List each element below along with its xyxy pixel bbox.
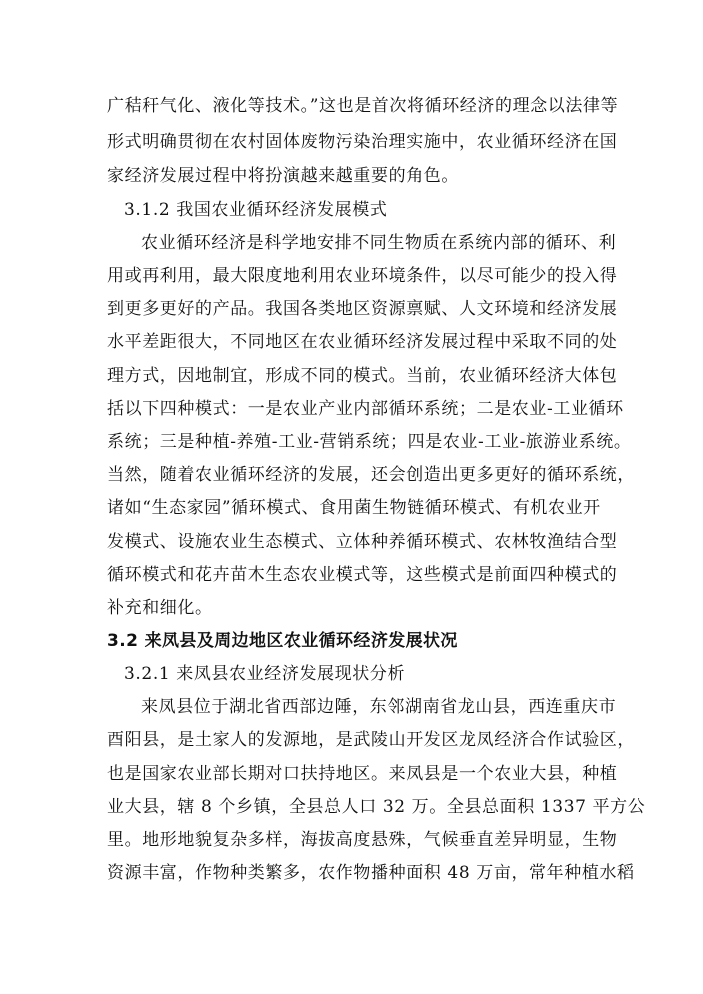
body-line: 当然，随着农业循环经济的发展，还会创造出更多更好的循环系统，: [107, 465, 635, 485]
body-line: 到更多更好的产品。我国各类地区资源禀赋、人文环境和经济发展: [107, 299, 618, 319]
body-line: 水平差距很大，不同地区在农业循环经济发展过程中采取不同的处: [107, 332, 618, 352]
body-line: 资源丰富，作物种类繁多，农作物播种面积 48 万亩，常年种植水稻: [107, 863, 635, 883]
body-line: 补充和细化。: [107, 598, 213, 618]
body-line: 用或再利用，最大限度地利用农业环境条件，以尽可能少的投入得: [107, 266, 618, 286]
body-line: 里。地形地貌复杂多样，海拔高度悬殊，气候垂直差异明显，生物: [107, 830, 618, 850]
body-line: 广秸秆气化、液化等技术。”这也是首次将循环经济的理念以法律等: [107, 96, 619, 116]
body-line: 诸如“生态家园”循环模式、食用菌生物链循环模式、有机农业开: [107, 498, 601, 518]
body-line: 发模式、设施农业生态模式、立体种养循环模式、农林牧渔结合型: [107, 532, 618, 552]
body-line: 酉阳县，是土家人的发源地，是武陵山开发区龙凤经济合作试验区，: [107, 730, 635, 750]
body-line: 也是国家农业部长期对口扶持地区。来凤县是一个农业大县，种植: [107, 764, 618, 784]
body-line: 农业循环经济是科学地安排不同生物质在系统内部的循环、利: [141, 233, 617, 253]
body-line: 理方式，因地制宜，形成不同的模式。当前，农业循环经济大体包: [107, 366, 618, 386]
body-line: 业大县，辖 8 个乡镇，全县总人口 32 万。全县总面积 1337 平方公: [107, 797, 646, 817]
subsection-heading: 3.1.2 我国农业循环经济发展模式: [124, 200, 388, 220]
body-line: 来凤县位于湖北省西部边陲，东邻湖南省龙山县，西连重庆市: [141, 697, 617, 717]
body-line: 括以下四种模式：一是农业产业内部循环系统；二是农业-工业循环: [107, 399, 624, 419]
subsection-heading: 3.2.1 来凤县农业经济发展现状分析: [124, 664, 406, 684]
section-heading: 3.2 来凤县及周边地区农业循环经济发展状况: [107, 631, 458, 651]
body-line: 家经济发展过程中将扮演越来越重要的角色。: [107, 166, 459, 186]
body-line: 系统；三是种植-养殖-工业-营销系统；四是农业-工业-旅游业系统。: [107, 432, 632, 452]
body-line: 形式明确贯彻在农村固体废物污染治理实施中，农业循环经济在国: [107, 132, 618, 152]
body-line: 循环模式和花卉苗木生态农业模式等，这些模式是前面四种模式的: [107, 565, 618, 585]
